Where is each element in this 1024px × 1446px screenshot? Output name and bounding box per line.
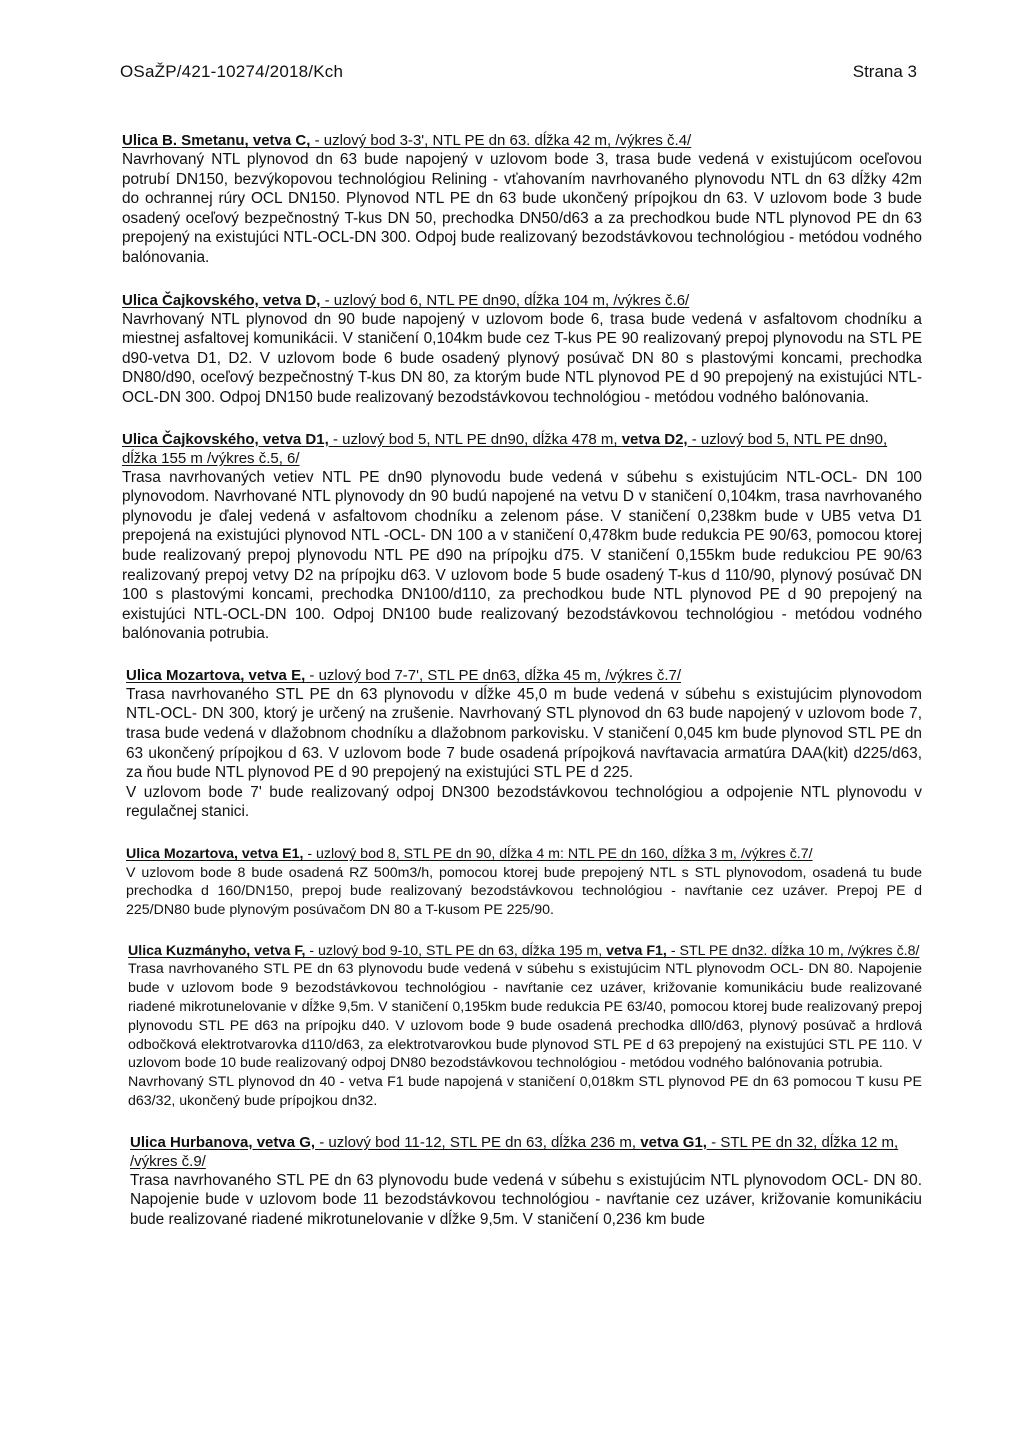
- section-paragraph: Trasa navrhovaného STL PE dn 63 plynovodu v dĺžke 45,0 m bude vedená v súbehu s existujúcim plynovodom NTL-OCL- DN 300, ktorý je určený na zrušenie. Navrhovaný STL plynovod dn 63 bude napojený v uzlovom bode 7, trasa bude vedená v dlažobnom chodníku a dlažobnom parkovisku. V staničení 0,045 km bude plynovod STL PE dn 63 ukončený prípojkou d 63. V uzlovom bode 7 bude osadená prípojková navŕtavacia armatúra DAA(kit) d225/d63, za ňou bude NTL plynovod PE d 90 prepojený na existujúci STL PE d 225.: [126, 685, 922, 782]
- section-heading: [130, 1133, 922, 1171]
- section-heading: [126, 845, 922, 864]
- section-paragraph: V uzlovom bode 7' bude realizovaný odpoj DN300 bezodstávkovou technológiou a odpojenie NTL plynovodu v regulačnej stanici.: [126, 783, 922, 821]
- section-heading-rest: - uzlový bod 11-12, STL PE dn 63, dĺžka 236 m,: [315, 1133, 641, 1151]
- section-paragraph: Trasa navrhovaného STL PE dn 63 plynovodu bude vedená v súbehu s existujúcim NTL plynovodom OCL- DN 80. Napojenie bude v uzlovom bode 11 bezodstávkovou technológiou - navŕtanie cez uzáver, križovanie komunikáciu bude realizované riadené mikrotunelovanie v dĺžke 9,5m. V staničení 0,236 km bude: [130, 1171, 922, 1228]
- section-heading-bold: Ulica Mozartova, vetva E,: [126, 666, 306, 684]
- section-cajkovskeho-vetva-d1-d2: [122, 430, 922, 644]
- section-heading-rest-2: - STL PE dn32. dĺžka 10 m, /výkres č.8/: [666, 942, 920, 959]
- document-body: [122, 131, 922, 1230]
- section-heading-rest: - uzlový bod 8, STL PE dn 90, dĺžka 4 m: NTL PE dn 160, dĺžka 3 m, /výkres č.7/: [303, 846, 813, 863]
- section-heading-bold: Ulica Kuzmányho, vetva F,: [128, 942, 306, 959]
- section-smetanu-vetva-c: [122, 131, 922, 268]
- section-heading: [126, 666, 922, 685]
- section-heading-bold: Ulica Mozartova, vetva E1,: [126, 846, 304, 863]
- section-heading-rest: - uzlový bod 7-7', STL PE dn63, dĺžka 45 m, /výkres č.7/: [305, 666, 682, 684]
- section-mozartova-vetva-e1: [122, 845, 922, 920]
- section-heading: [128, 942, 922, 961]
- section-heading-rest: - uzlový bod 5, NTL PE dn90, dĺžka 478 m,: [328, 430, 622, 448]
- section-heading-bold: Ulica Čajkovského, vetva D,: [122, 291, 321, 309]
- page-number: Strana 3: [852, 62, 917, 81]
- section-paragraph: Navrhovaný NTL plynovod dn 90 bude napojený v uzlovom bode 6, trasa bude vedená v asfaltovom chodníku a miestnej asfaltovej komunikácii. V staničení 0,104km bude cez T-kus PE 90 realizovaný prepoj plynovodu na STL PE d90-vetva D1, D2. V uzlovom bode 6 bude osadený plynový posúvač DN 80 s plastovými koncami, prechodka DN80/d90, oceľový bezpečnostný T-kus DN 80, za ktorým bude NTL plynovod PE d 90 prepojený na existujúci NTL-OCL-DN 300. Odpoj DN150 bude realizovaný bezodstávkovou technológiou - metódou vodného balónovania.: [122, 310, 922, 406]
- document-reference: OSaŽP/421-10274/2018/Kch: [120, 62, 344, 81]
- section-cajkovskeho-vetva-d: [122, 291, 922, 408]
- section-heading-rest: - uzlový bod 3-3', NTL PE dn 63. dĺžka 42 m, /výkres č.4/: [310, 132, 692, 149]
- section-heading-bold-2: vetva F1,: [606, 942, 667, 959]
- section-heading-bold-2: vetva D2,: [621, 430, 688, 448]
- section-paragraph: Trasa navrhovaného STL PE dn 63 plynovodu bude vedená v súbehu s existujúcim NTL plynovodm OCL- DN 80. Napojenie bude v uzlovom bode 9 bezodstávkovou technológiou - navŕtanie cez uzáver, križovanie komunikáciu bude realizované riadené mikrotunelovanie v dĺžke 9,5m. V staničení 0,195km bude redukcia PE 63/40, pomocou ktorej bude realizovaný prepoj plynovodu STL PE d63 na prípojku d40. V uzlovom bode 9 bude osadená prechodka dll0/d63, plynový posúvač a hrdlová odbočková elektrotvarovka d110/d63, za elektrotvarovkou bude plynovod STL PE d 63 prepojený na existujúci STL PE 110. V uzlovom bode 10 bude realizovaný odpoj DN80 bezodstávkovou technológiou - metódou vodného balónovania potrubia.: [128, 961, 922, 1072]
- section-kuzmanyho-vetva-f: [122, 942, 922, 1111]
- section-heading-rest-2: - STL PE dn 32, dĺžka 12 m, /výkres č.9/: [130, 1133, 899, 1170]
- section-mozartova-vetva-e: [122, 666, 922, 822]
- section-heading-bold: Ulica Hurbanova, vetva G,: [130, 1133, 316, 1151]
- section-heading: [122, 430, 922, 468]
- section-paragraph: Trasa navrhovaných vetiev NTL PE dn90 plynovodu bude vedená v súbehu s existujúcim NTL-OCL- DN 100 plynovodom. Navrhované NTL plynovody dn 90 budú napojené na vetvu D v staničení 0,104km, trasa navrhovaného plynovodu je ďalej vedená v asfaltovom chodníku a zelenom páse. V staničení 0,238km bude v UB5 vetva D1 prepojená na existujúci plynovod NTL -OCL- DN 100 a v staničení 0,478km bude redukcia PE 90/63, pomocou ktorej bude realizovaný prepoj plynovodu NTL PE d90 na prípojku d75. V staničení 0,155km bude redukciou PE 90/63 realizovaný prepoj vetvy D2 na prípojku d63. V uzlovom bode 5 bude osadený T-kus d 110/90, plynový posúvač DN 100 s plastovými koncami, prechodka DN100/d110, za prechodkou bude NTL plynovod PE d 90 prepojený na existujúci NTL-OCL-DN 100. Odpoj DN100 bude realizovaný bezodstávkovou technológiou - metódou vodného balónovania potrubia.: [122, 468, 922, 643]
- section-heading-bold: Ulica B. Smetanu, vetva C,: [122, 132, 311, 149]
- section-heading-rest: - uzlový bod 6, NTL PE dn90, dĺžka 104 m, /výkres č.6/: [320, 291, 690, 309]
- section-paragraph: Navrhovaný NTL plynovod dn 63 bude napojený v uzlovom bode 3, trasa bude vedená v existujúcom oceľovou potrubí DN150, bezvýkopovou technológiou Relining - vťahovaním navrhovaného plynovodu NTL dn 63 dĺžky 42m do ochrannej rúry OCL DN150. Plynovod NTL PE dn 63 bude ukončený prípojkou dn 63. V uzlovom bode 3 bude osadený oceľový bezpečnostný T-kus DN 50, prechodka DN50/d63 a za prechodkou bude NTL plynovod PE dn 63 prepojený na existujúci NTL-OCL-DN 300. Odpoj bude realizovaný bezodstávkovou technológiou - metódou vodného balónovania.: [122, 151, 922, 266]
- section-heading-rest: - uzlový bod 9-10, STL PE dn 63, dĺžka 195 m,: [305, 942, 607, 959]
- section-paragraph: V uzlovom bode 8 bude osadená RZ 500m3/h, pomocou ktorej bude prepojený NTL s STL plynovodom, osadená tu bude prechodka d 160/DN150, prepoj bude realizovaný bezodstávkovou technológiou - navŕtanie cez uzáver. Prepoj PE d 225/DN80 bude plynovým posúvačom DN 80 a T-kusom PE 225/90.: [126, 864, 922, 919]
- section-heading: [122, 291, 922, 310]
- section-heading-bold: Ulica Čajkovského, vetva D1,: [122, 430, 329, 448]
- section-paragraph: Navrhovaný STL plynovod dn 40 - vetva F1 bude napojená v staničení 0,018km STL plynovod PE dn 63 pomocou T kusu PE d63/32, ukončený bude prípojkou dn32.: [128, 1074, 922, 1109]
- page-header: [0, 62, 1024, 86]
- section-heading-rest-2: - uzlový bod 5, NTL PE dn90, dĺžka 155 m /výkres č.5, 6/: [122, 430, 888, 467]
- section-heading: [122, 131, 922, 150]
- section-heading-bold-2: vetva G1,: [640, 1133, 707, 1151]
- section-hurbanova-vetva-g: [122, 1133, 922, 1230]
